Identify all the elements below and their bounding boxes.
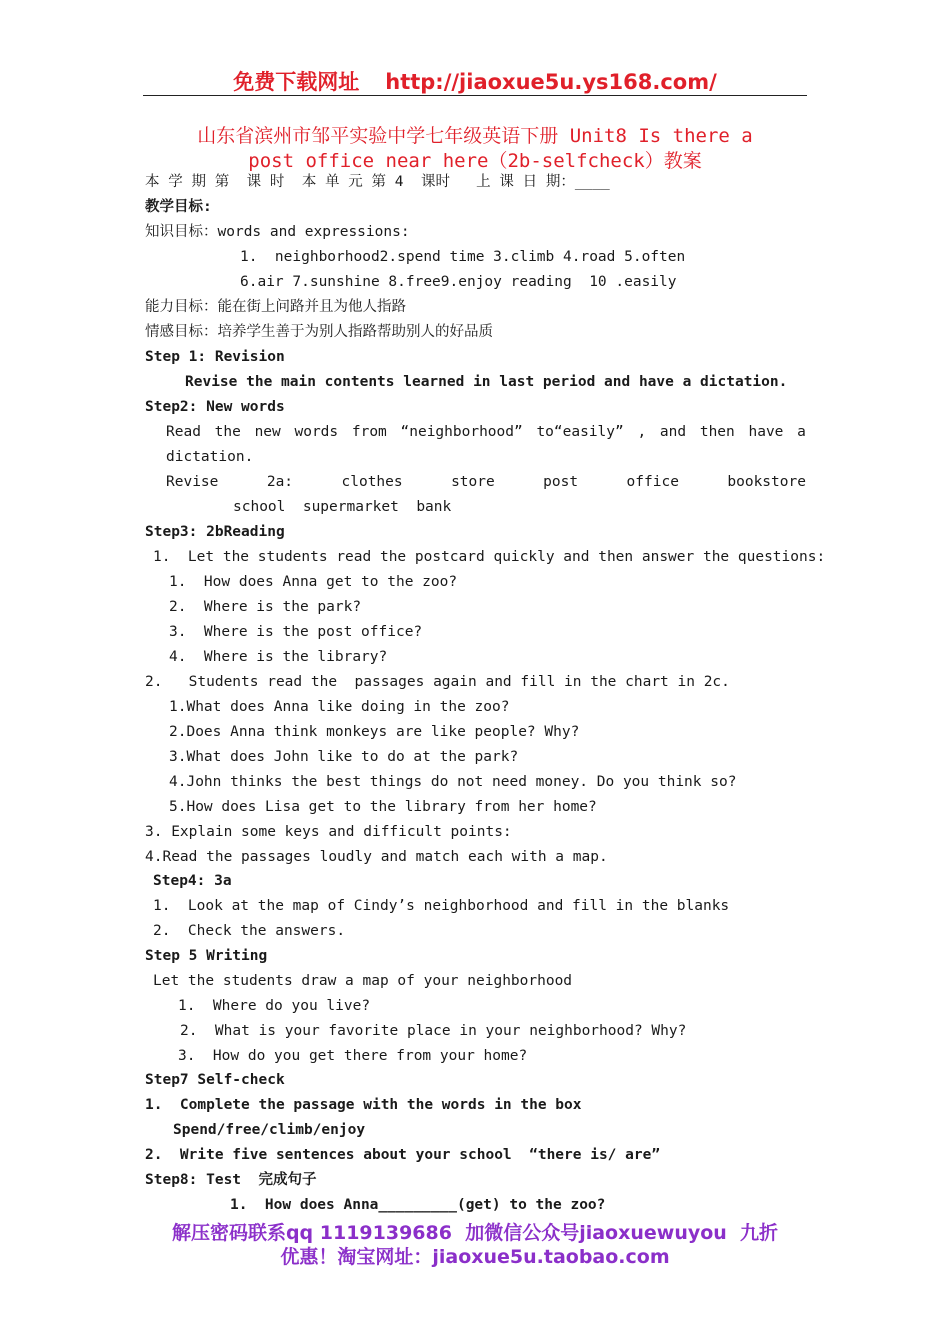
word: Read <box>166 424 201 440</box>
step1-body: Revise the main contents learned in last period and have a dictation. <box>185 374 788 390</box>
step7-item2: 2. Write five sentences about your school “there is/ are” <box>145 1147 661 1163</box>
step3-question3: 3. Where is the post office? <box>169 624 423 640</box>
step3-item2: 2. Students read the passages again and fill in the chart in 2c. <box>145 674 730 690</box>
document-title-line1: 山东省滨州市邹平实验中学七年级英语下册 Unit8 Is there a <box>197 125 753 147</box>
step3-heading: Step3: 2bReading <box>145 524 285 540</box>
step2-read-line <box>166 423 806 441</box>
word: a <box>797 424 806 440</box>
step4-item1: 1. Look at the map of Cindy’s neighborhood and fill in the blanks <box>153 898 730 914</box>
step2-revise-line <box>166 473 806 491</box>
footer-shop-link[interactable]: 优惠！淘宝网址：jiaoxue5u.taobao.com <box>280 1246 670 1268</box>
word: from <box>351 424 387 440</box>
step5-heading: Step 5 Writing <box>145 948 268 964</box>
step2-revise-cont: school supermarket bank <box>233 499 452 515</box>
footer-contact-line: 解压密码联系qq 1119139686 加微信公众号jiaoxuewuyou 九折 <box>171 1222 779 1244</box>
download-url-link[interactable]: http://jiaoxue5u.ys168.com/ <box>385 70 717 94</box>
step7-heading: Step7 Self-check <box>145 1072 285 1088</box>
step5-question1: 1. Where do you live? <box>178 998 371 1014</box>
word: to“easily” <box>536 424 624 440</box>
word: Revise <box>166 474 219 490</box>
word: bookstore <box>727 474 806 490</box>
step8-heading: Step8: Test 完成句子 <box>145 1172 317 1188</box>
step3-question1: 1. How does Anna get to the zoo? <box>169 574 458 590</box>
step7-item1: 1. Complete the passage with the words in the box <box>145 1097 582 1113</box>
step3-chart-q1: 1.What does Anna like doing in the zoo? <box>169 699 510 715</box>
word: store <box>451 474 495 490</box>
step3-item3: 3. Explain some keys and difficult points: <box>145 824 512 840</box>
step3-item1: 1. Let the students read the postcard quickly and then answer the questions: <box>153 549 826 565</box>
word: the <box>214 424 241 440</box>
vocab-list-2: 6.air 7.sunshine 8.free9.enjoy reading 10 .easily <box>240 274 677 290</box>
step2-heading: Step2: New words <box>145 399 285 415</box>
emotion-objective: 情感目标：培养学生善于为别人指路帮助别人的好品质 <box>145 324 493 340</box>
step3-chart-q5: 5.How does Lisa get to the library from her home? <box>169 799 597 815</box>
step7-word-box: Spend/free/climb/enjoy <box>173 1122 366 1138</box>
word: words <box>294 424 339 440</box>
step3-chart-q3: 3.What does John like to do at the park? <box>169 749 519 765</box>
word: have <box>748 424 784 440</box>
knowledge-objective: 知识目标：words and expressions: <box>145 224 410 240</box>
header-divider <box>143 95 807 96</box>
word: then <box>699 424 735 440</box>
word: , <box>637 424 647 440</box>
word: post <box>543 474 579 490</box>
word: “neighborhood” <box>400 424 523 440</box>
step8-test1: 1. How does Anna_________(get) to the zoo? <box>230 1197 606 1213</box>
step4-item2: 2. Check the answers. <box>153 923 346 939</box>
word: and <box>659 424 687 440</box>
step3-chart-q4: 4.John thinks the best things do not need money. Do you think so? <box>169 774 737 790</box>
step3-chart-q2: 2.Does Anna think monkeys are like people? Why? <box>169 724 580 740</box>
step1-heading: Step 1: Revision <box>145 349 285 365</box>
word: clothes <box>341 474 403 490</box>
step4-heading: Step4: 3a <box>153 873 232 889</box>
ability-objective: 能力目标：能在街上问路并且为他人指路 <box>145 299 406 315</box>
step5-intro: Let the students draw a map of your neighborhood <box>153 973 573 989</box>
document-title-line2: post office near here（2b-selfcheck）教案 <box>248 150 702 172</box>
step5-question2: 2. What is your favorite place in your neighborhood? Why? <box>180 1023 687 1039</box>
step3-question4: 4. Where is the library? <box>169 649 388 665</box>
step3-question2: 2. Where is the park? <box>169 599 362 615</box>
word: 2a: <box>266 474 294 490</box>
word: office <box>626 474 679 490</box>
download-header <box>0 66 950 96</box>
word: new <box>254 424 281 440</box>
step5-question3: 3. How do you get there from your home? <box>178 1048 528 1064</box>
vocab-list-1: 1. neighborhood2.spend time 3.climb 4.road 5.often <box>240 249 686 265</box>
step2-read-cont: dictation. <box>166 449 254 465</box>
step3-item4: 4.Read the passages loudly and match each with a map. <box>145 849 608 865</box>
objectives-heading: 教学目标: <box>145 199 212 215</box>
lesson-info-line: 本 学 期 第 课 时 本 单 元 第 4 课时 上 课 日 期：____ <box>145 174 610 190</box>
download-label: 免费下载网址 <box>233 70 360 94</box>
